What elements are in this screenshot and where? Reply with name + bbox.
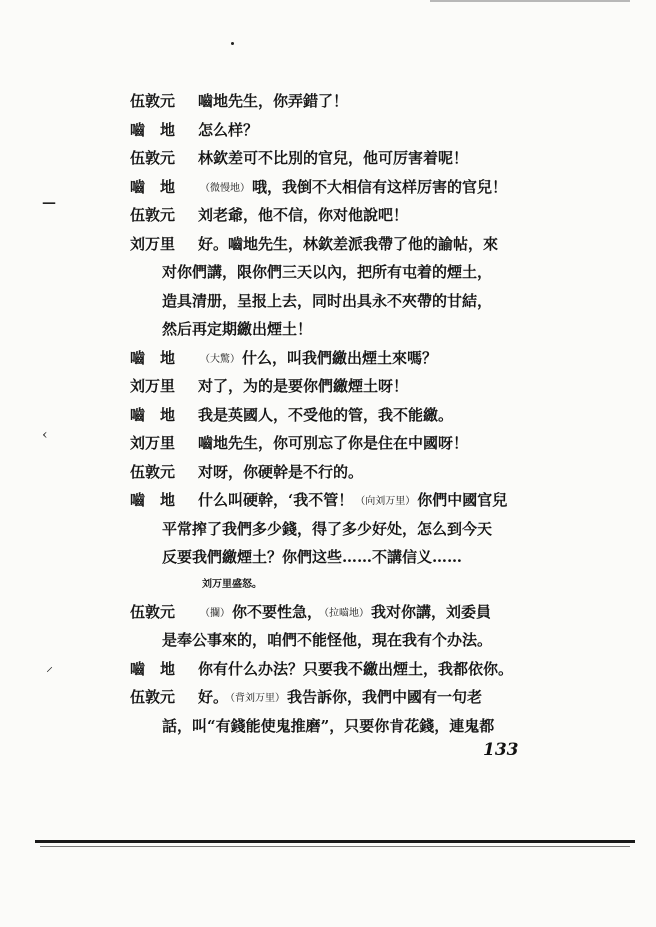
dialogue-line: [130, 230, 560, 259]
dialogue-text: 反要我們繳煙土？你們这些……不講信义……: [162, 548, 463, 566]
dialogue-text-body: 好。: [198, 688, 229, 706]
script-body: [130, 87, 560, 740]
dialogue-text: [198, 683, 482, 714]
speaker-name: 嚙 地: [130, 405, 176, 424]
margin-dash-mark: —: [42, 195, 56, 211]
dialogue-text-body: 我对你講，刘委員: [371, 602, 492, 621]
dialogue-text: 話，叫“有錢能使鬼推磨”，只要你肯花錢，連鬼都: [162, 716, 495, 735]
dialogue-line: [130, 401, 560, 430]
speaker-name: 伍敦元: [130, 688, 176, 706]
continuation-line: [130, 287, 560, 316]
dialogue-line: [130, 486, 560, 515]
speaker-name: 嚙 地: [130, 659, 176, 678]
dialogue-text: [198, 598, 491, 629]
continuation-line: [130, 712, 560, 741]
continuation-line: [130, 515, 560, 544]
stage-note: 刘万里盛怒。: [202, 578, 262, 590]
continuation-line: [130, 626, 560, 655]
speaker-name: 嚙 地: [130, 177, 176, 196]
stage-direction: （攔）: [200, 607, 230, 619]
bottom-rule-thin: [40, 846, 630, 847]
dialogue-text: 嚙地先生，你弄錯了！: [198, 92, 349, 110]
dialogue-line: [130, 201, 560, 230]
speaker-name: 嚙 地: [130, 348, 176, 367]
dialogue-text-body: 什么叫硬幹，‘我不管！: [198, 491, 354, 509]
dialogue-text: 对你們講，限你們三天以內，把所有屯着的煙土，: [162, 263, 493, 281]
dialogue-line: [130, 683, 560, 712]
dialogue-line: [130, 173, 560, 202]
stage-direction: （大驚）: [200, 353, 240, 365]
margin-tick-mark: ⸝: [46, 659, 53, 675]
speaker-name: 刘万里: [130, 234, 176, 253]
speaker-name: 刘万里: [130, 377, 176, 395]
dialogue-text: 我是英國人，不受他的管，我不能繳。: [198, 405, 454, 424]
dialogue-text: 林欽差可不比別的官兒，他可厉害着呢！: [198, 149, 469, 167]
dialogue-line: [130, 87, 560, 116]
speaker-name: 嚙 地: [130, 120, 176, 139]
dialogue-text: 怎么样？: [198, 120, 259, 139]
page-top-edge: [430, 0, 630, 8]
dialogue-line: [130, 598, 560, 627]
stage-direction: （微慢地）: [200, 182, 250, 194]
dialogue-text-body: 我告訴你，我們中國有一句老: [287, 688, 483, 706]
dialogue-text: 是奉公事來的，咱們不能怪他，現在我有个办法。: [162, 631, 493, 649]
dialogue-line: [130, 429, 560, 458]
dialogue-text: [198, 486, 507, 517]
dialogue-line: [130, 655, 560, 684]
dialogue-text: 对呀，你硬幹是不行的。: [198, 462, 364, 481]
margin-arrow-mark: ‹: [42, 427, 48, 443]
dialogue-text: [198, 173, 507, 204]
dialogue-text: 造具清册，呈报上去，同时出具永不夾帶的甘結，: [162, 291, 493, 310]
stage-direction: （拉嚙地）: [324, 607, 370, 619]
dialogue-text-body: 哦，我倒不大相信有这样厉害的官兒！: [252, 177, 508, 196]
dialogue-text: 好。嚙地先生，林欽差派我帶了他的諭帖，來: [198, 234, 499, 253]
dialogue-text: 然后再定期繳出煙土！: [162, 320, 313, 338]
stage-direction: （背刘万里）: [230, 693, 286, 704]
dialogue-line: [130, 372, 560, 401]
dialogue-text-body: 你不要性急，: [232, 602, 323, 621]
continuation-line: [130, 258, 560, 287]
speaker-name: 伍敦元: [130, 92, 176, 110]
stage-direction: （向刘万里）: [355, 496, 416, 507]
dialogue-line: [130, 458, 560, 487]
dialogue-text: 平常搾了我們多少錢，得了多少好处，怎么到今天: [162, 519, 493, 538]
dialogue-line: [130, 144, 560, 173]
speaker-name: 伍敦元: [130, 462, 176, 481]
speaker-name: 嚙 地: [130, 491, 176, 509]
ink-speck: [231, 42, 234, 45]
dialogue-text: 嚙地先生，你可別忘了你是住在中國呀！: [198, 434, 469, 452]
speaker-name: 伍敦元: [130, 602, 176, 621]
speaker-name: 刘万里: [130, 434, 176, 452]
dialogue-line: [130, 344, 560, 373]
continuation-line: [130, 543, 560, 572]
dialogue-text: 对了，为的是要你們繳煙土呀！: [198, 377, 409, 395]
page-number: 133: [483, 740, 519, 760]
dialogue-text: 刘老爺，他不信，你对他說吧！: [198, 206, 409, 224]
dialogue-line: [130, 116, 560, 145]
dialogue-text-body: 什么，叫我們繳出煙土來嗎？: [242, 348, 438, 367]
dialogue-text-body: 你們中國官兒: [417, 491, 508, 509]
stage-note-line: [130, 572, 560, 598]
speaker-name: 伍敦元: [130, 149, 176, 167]
continuation-line: [130, 315, 560, 344]
bottom-rule: [35, 840, 635, 843]
speaker-name: 伍敦元: [130, 206, 176, 224]
dialogue-text: [198, 344, 437, 375]
dialogue-text: 你有什么办法？只要我不繳出煙土，我都依你。: [198, 659, 514, 678]
